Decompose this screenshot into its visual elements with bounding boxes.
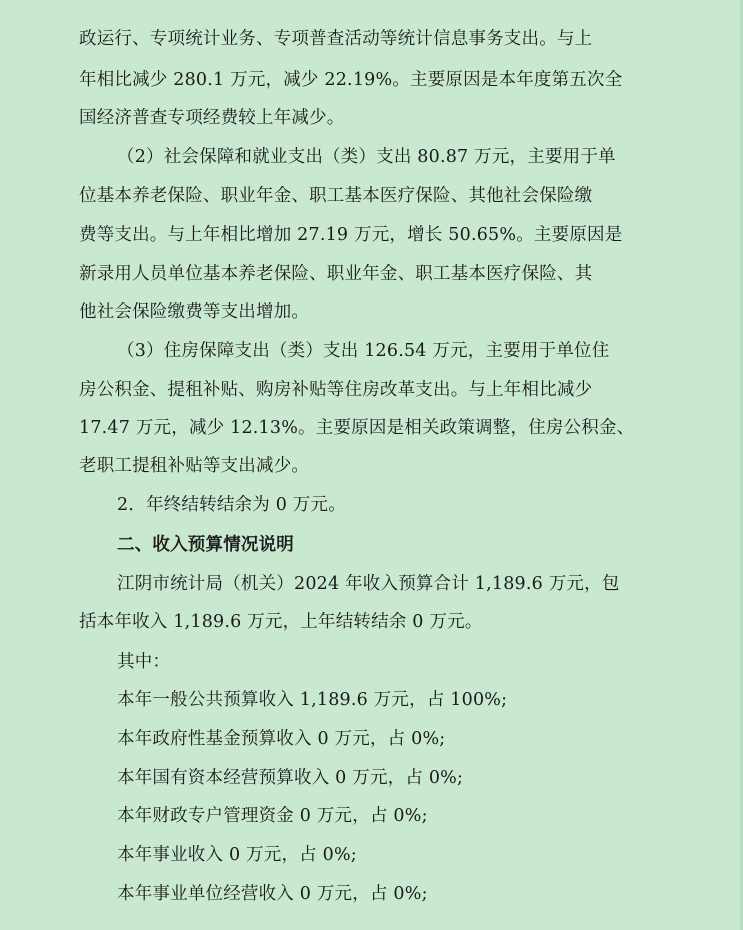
carryover-line: 2．年终结转结余为 0 万元。 — [117, 495, 346, 515]
income-item: 本年政府性基金预算收入 0 万元，占 0%; — [117, 729, 446, 749]
text-line: 他社会保险缴费等支出增加。 — [79, 302, 310, 322]
income-item: 本年国有资本经营预算收入 0 万元，占 0%; — [117, 768, 464, 788]
text-line: 新录用人员单位基本养老保险、职业年金、职工基本医疗保险、其 — [79, 264, 593, 284]
text-line: 年相比减少 280.1 万元，减少 22.19%。主要原因是本年度第五次全 — [79, 70, 623, 90]
text-line: 国经济普查专项经费较上年减少。 — [79, 108, 345, 128]
text-line: 费等支出。与上年相比增加 27.19 万元，增长 50.65%。主要原因是 — [79, 225, 623, 245]
text-line: 括本年收入 1,189.6 万元，上年结转结余 0 万元。 — [79, 612, 483, 632]
text-line: 17.47 万元，减少 12.13%。主要原因是相关政策调整，住房公积金、 — [79, 418, 635, 438]
income-item: 本年事业单位经营收入 0 万元，占 0%; — [117, 884, 428, 904]
section-heading: 二、收入预算情况说明 — [117, 535, 294, 555]
income-item: 本年一般公共预算收入 1,189.6 万元，占 100%; — [117, 690, 508, 710]
text-line: 政运行、专项统计业务、专项普查活动等统计信息事务支出。与上 — [79, 29, 593, 49]
text-line: 老职工提租补贴等支出减少。 — [79, 456, 310, 476]
text-line: 位基本养老保险、职业年金、职工基本医疗保险、其他社会保险缴 — [79, 186, 593, 206]
paragraph-start-line: 江阴市统计局（机关）2024 年收入预算合计 1,189.6 万元，包 — [117, 574, 620, 594]
paragraph-start-line: （2）社会保障和就业支出（类）支出 80.87 万元，主要用于单 — [117, 147, 616, 167]
text-line: 房公积金、提租补贴、购房补贴等住房改革支出。与上年相比减少 — [79, 380, 593, 400]
list-intro: 其中： — [117, 652, 171, 672]
paragraph-start-line: （3）住房保障支出（类）支出 126.54 万元，主要用于单位住 — [117, 341, 610, 361]
income-item: 本年事业收入 0 万元，占 0%; — [117, 845, 357, 865]
income-item: 本年财政专户管理资金 0 万元，占 0%; — [117, 806, 428, 826]
